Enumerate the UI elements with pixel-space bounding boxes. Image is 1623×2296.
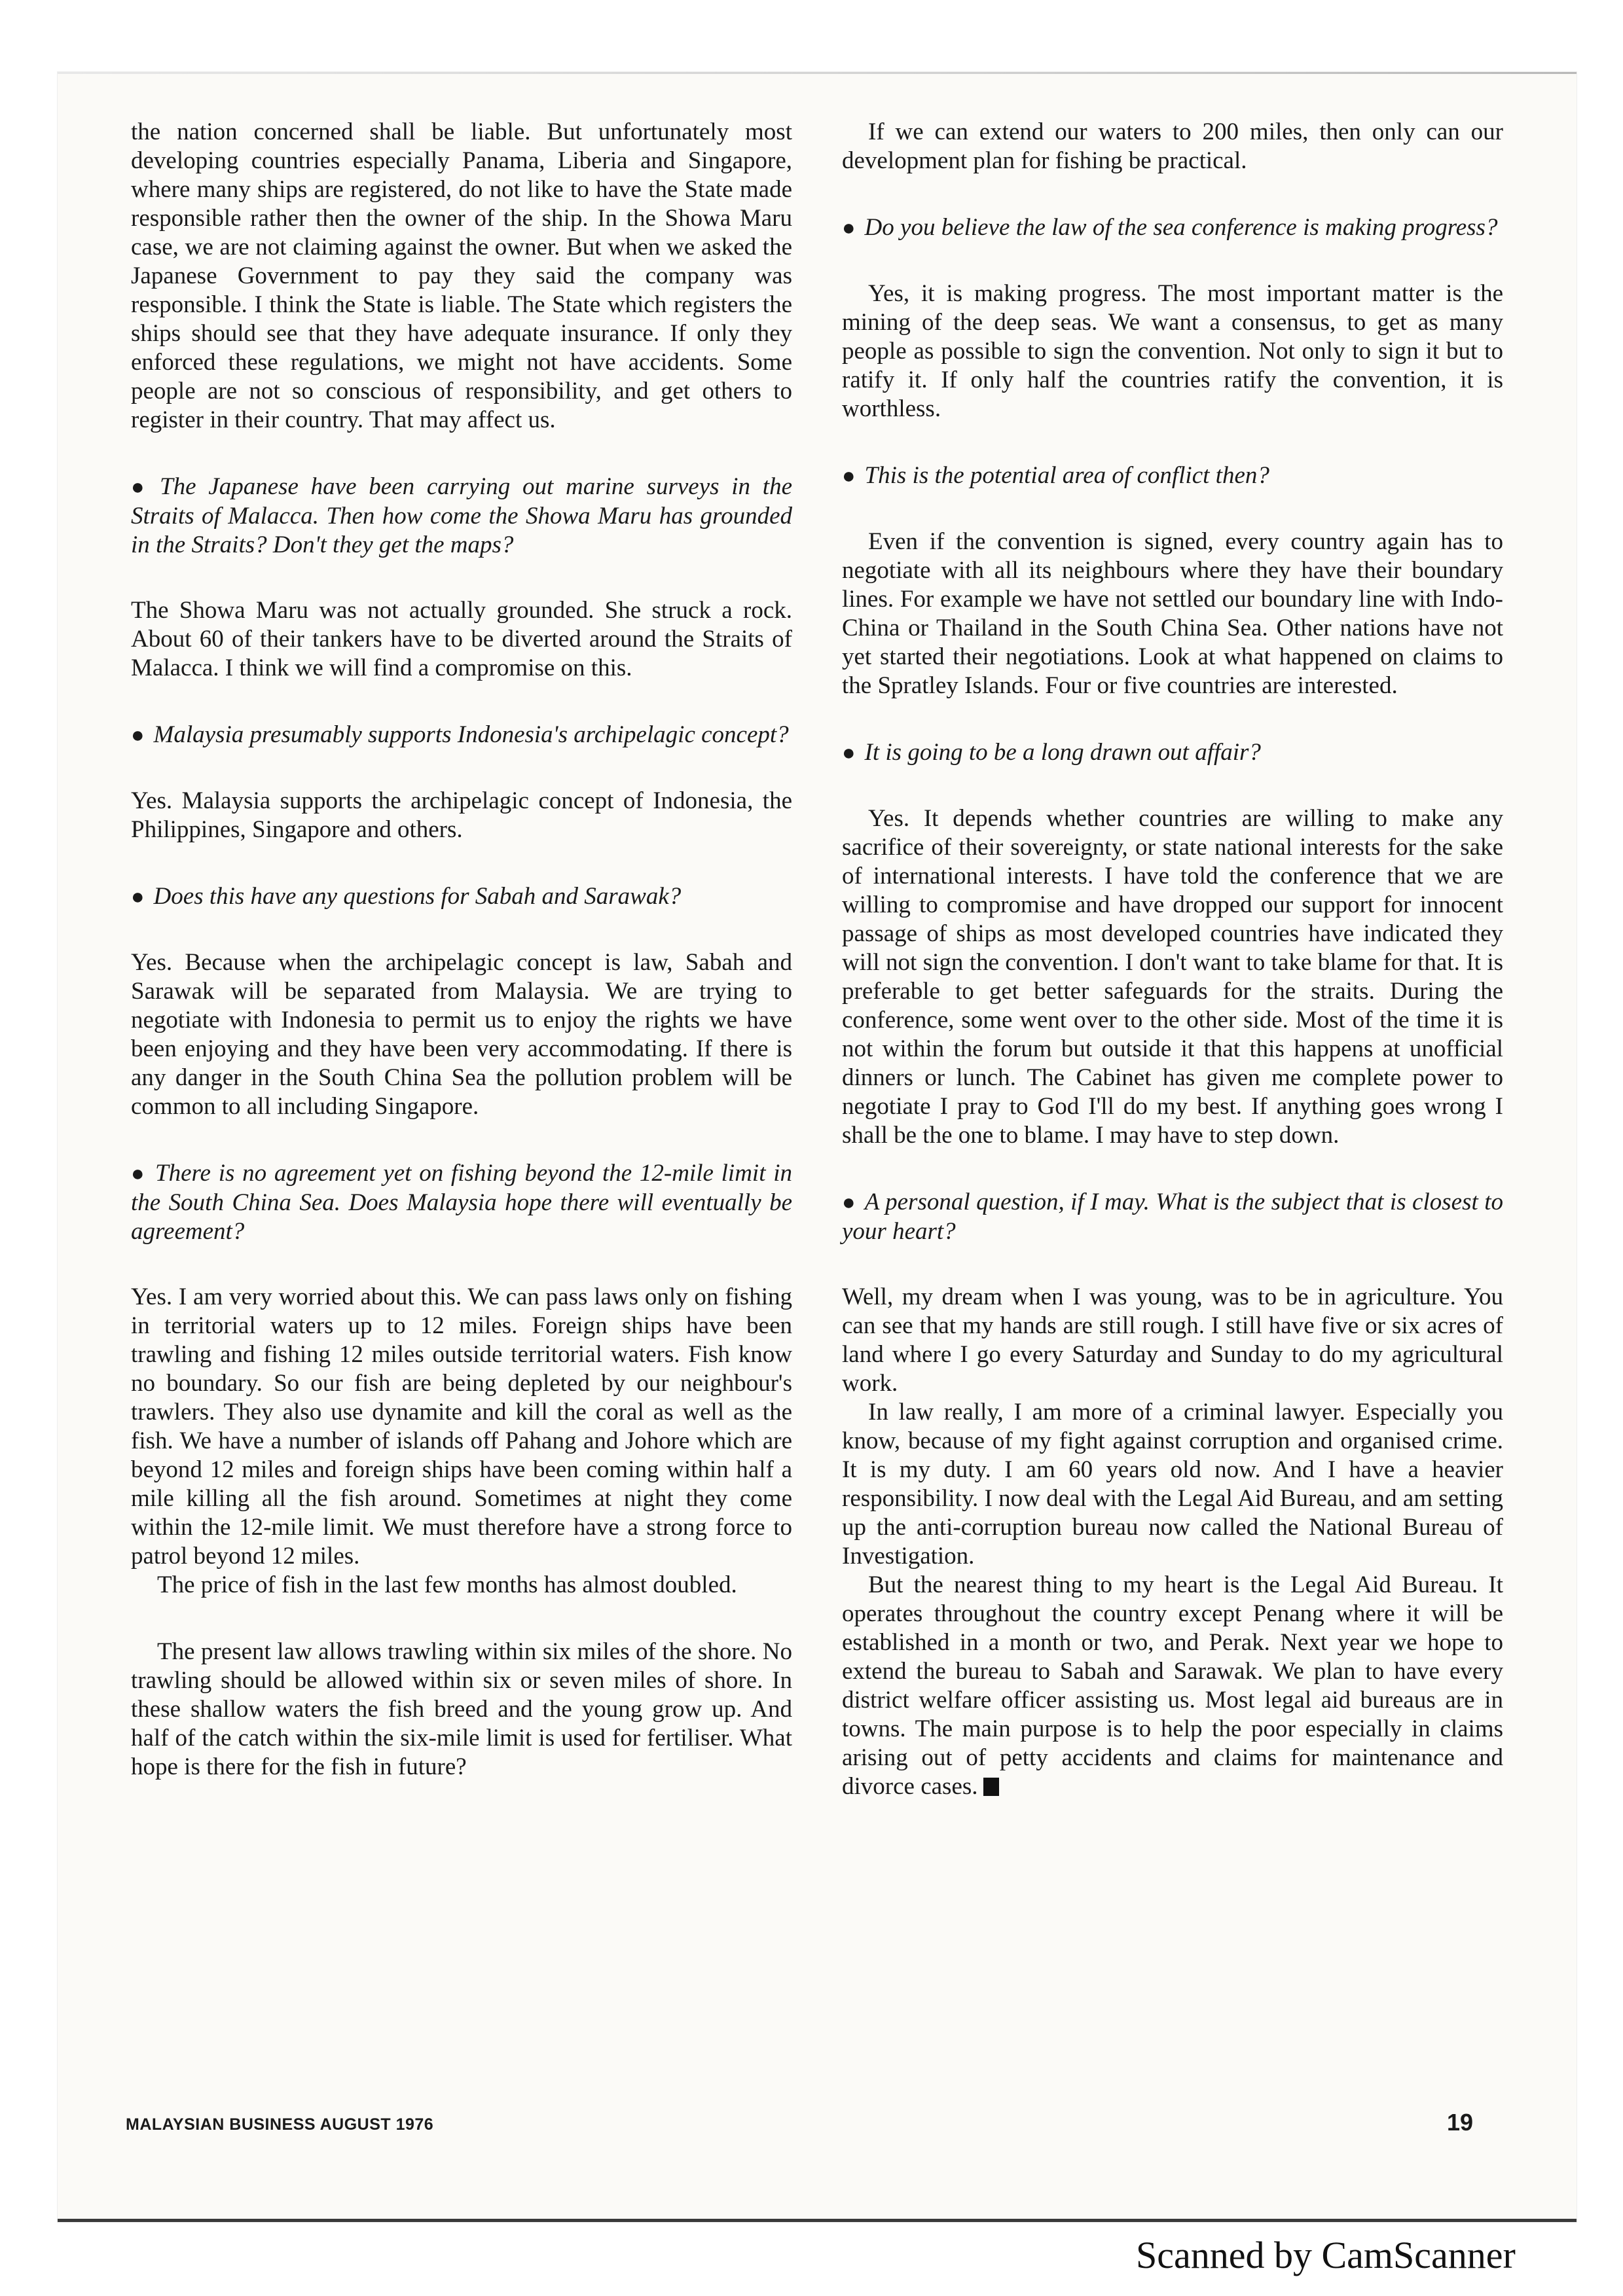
interview-question	[131, 473, 792, 560]
bullet-icon: ●	[131, 885, 145, 909]
bullet-icon: ●	[842, 1191, 856, 1215]
page-number: 19	[1447, 2109, 1474, 2136]
question-text: The Japanese have been carrying out marine surveys in the Straits of Malacca. Then how come the Showa Maru has grounded in the Straits? Don't they get the maps?	[131, 473, 792, 558]
answer-paragraph	[131, 118, 792, 435]
answer-paragraph	[131, 1638, 792, 1782]
paragraph-text: The price of fish in the last few months has almost doubled.	[157, 1571, 737, 1598]
bullet-icon: ●	[842, 464, 856, 488]
answer-paragraph	[842, 1571, 1503, 1801]
answer-paragraph	[842, 804, 1503, 1150]
paragraph-text: The Showa Maru was not actually grounded. She struck a rock. About 60 of their tankers have to be diverted around the Straits of Malacca. I think we will find a compromise on this.	[131, 597, 792, 681]
paragraph-text: Yes, it is making progress. The most important matter is the mining of the deep seas. We want a consensus, to get as many people as possible to sign the convention. Not only to sign it but to ratify it. If only half the countries ratify the convention, it is worthless.	[842, 280, 1503, 422]
question-text: This is the potential area of conflict then?	[864, 462, 1269, 489]
question-text: Does this have any questions for Sabah and Sarawak?	[153, 883, 682, 910]
paragraph-text: Yes. Because when the archipelagic concept is law, Sabah and Sarawak will be separated from Malaysia. We are trying to negotiate with Indonesia to permit us to enjoy the rights we have been enjoying and they have been very accommodating. If there is any danger in the South China Sea the pollution problem will be common to all including Singapore.	[131, 949, 792, 1120]
answer-paragraph	[131, 787, 792, 844]
paragraph-text: The present law allows trawling within six miles of the shore. No trawling should be allowed within six or seven miles of shore. In these shallow waters the fish breed and the young grow up. And half of the catch within the six-mile limit is used for fertiliser. What hope is there for the fish in future?	[131, 1638, 792, 1780]
paragraph-text: Yes. It depends whether countries are willing to make any sacrifice of their sovereignty, or state national interests for the sake of international interests. I have told the conference that we are willing to compromise and have dropped our support for innocent passage of ships as most developed countries have indicated they will not sign the convention. I don't want to take blame for that. It is preferable to get better safeguards for the straits. During the conference, some went over to the other side. Most of the time it is not within the forum but outside it that this happens at unofficial dinners or lunch. The Cabinet has given me complete power to negotiate I pray to God I'll do my best. If anything goes wrong I shall be the one to blame. I may have to step down.	[842, 805, 1503, 1149]
paragraph-text: the nation concerned shall be liable. But unfortunately most developing countries especially Panama, Liberia and Singapore, where many ships are registered, do not like to have the State made responsible rather then the owner of the ship. In the Showa Maru case, we are not claiming against the owner. But when we asked the Japanese Government to pay they said the company was responsible. I think the State is liable. The State which registers the ships should see that they have adequate insurance. If only they enforced these regulations, we might not have accidents. Some people are not so conscious of responsibility, and get others to register in their country. That may affect us.	[131, 118, 792, 433]
bullet-icon: ●	[131, 1162, 147, 1186]
interview-question	[842, 461, 1503, 491]
answer-paragraph	[131, 596, 792, 683]
answer-paragraph	[842, 1398, 1503, 1571]
answer-paragraph	[842, 118, 1503, 175]
interview-question	[842, 738, 1503, 768]
bullet-icon: ●	[842, 741, 856, 765]
paragraph-text: If we can extend our waters to 200 miles, then only can our development plan for fishing be practical.	[842, 118, 1503, 174]
question-text: Malaysia presumably supports Indonesia's archipelagic concept?	[153, 721, 789, 748]
question-text: A personal question, if I may. What is the subject that is closest to your heart?	[842, 1189, 1503, 1245]
interview-question	[842, 213, 1503, 243]
bullet-icon: ●	[842, 216, 856, 240]
answer-paragraph	[131, 948, 792, 1121]
answer-paragraph	[131, 1283, 792, 1571]
question-text: Do you believe the law of the sea conference is making progress?	[864, 214, 1498, 241]
paragraph-text: Yes. Malaysia supports the archipelagic concept of Indonesia, the Philippines, Singapore and others.	[131, 787, 792, 843]
paragraph-text: Even if the convention is signed, every country again has to negotiate with all its neighbours where they have their boundary lines. For example we have not settled our boundary line with Indo-China or Thailand in the South China Sea. Other nations have not yet started their negotiations. Look at what happened on claims to the Spratley Islands. Four or five countries are interested.	[842, 528, 1503, 699]
end-of-article-icon	[983, 1778, 999, 1796]
answer-paragraph	[131, 1571, 792, 1600]
question-text: It is going to be a long drawn out affair?	[864, 739, 1261, 766]
answer-paragraph	[842, 1283, 1503, 1398]
bullet-icon: ●	[131, 723, 145, 747]
question-text: There is no agreement yet on fishing beyond the 12-mile limit in the South China Sea. Does Malaysia hope there will eventually be agreement?	[131, 1160, 792, 1245]
bullet-icon: ●	[131, 475, 151, 499]
paragraph-text: Well, my dream when I was young, was to be in agriculture. You can see that my hands are still rough. I still have five or six acres of land where I go every Saturday and Sunday to do my agricultural work.	[842, 1283, 1503, 1397]
right-column	[842, 118, 1503, 1839]
answer-paragraph	[842, 528, 1503, 700]
paragraph-text: Yes. I am very worried about this. We can pass laws only on fishing in territorial waters up to 12 miles. Foreign ships have been trawling and fishing 12 miles outside territorial waters. Fish know no boundary. So our fish are being depleted by our neighbour's trawlers. They also use dynamite and kill the coral as well as the fish. We have a number of islands off Pahang and Johore which are beyond 12 miles and foreign ships have been coming within half a mile killing all the fish around. Sometimes at night they come within the 12-mile limit. We must therefore have a strong force to patrol beyond 12 miles.	[131, 1283, 792, 1570]
paragraph-text: In law really, I am more of a criminal lawyer. Especially you know, because of my fight against corruption and organised crime. It is my duty. I am 60 years old now. And I have a heavier responsibility. I now deal with the Legal Aid Bureau, and am setting up the anti-corruption bureau now called the National Bureau of Investigation.	[842, 1399, 1503, 1570]
interview-question	[131, 1159, 792, 1246]
page-top-edge	[58, 72, 1577, 74]
answer-paragraph	[842, 279, 1503, 423]
interview-question	[131, 882, 792, 912]
paragraph-text: But the nearest thing to my heart is the Legal Aid Bureau. It operates throughout the country except Penang where it will be established in a month or two, and Perak. Next year we hope to extend the bureau to Sabah and Sarawak. We plan to have every district welfare officer assisting us. Most legal aid bureaus are in towns. The main purpose is to help the poor especially in claims arising out of petty accidents and claims for maintenance and divorce cases.	[842, 1571, 1503, 1800]
magazine-page	[58, 72, 1577, 2222]
camscanner-watermark: Scanned by CamScanner	[1136, 2234, 1516, 2276]
left-column	[131, 118, 792, 1820]
interview-question	[842, 1188, 1503, 1246]
interview-question	[131, 721, 792, 750]
publication-footer: MALAYSIAN BUSINESS AUGUST 1976	[126, 2115, 434, 2134]
